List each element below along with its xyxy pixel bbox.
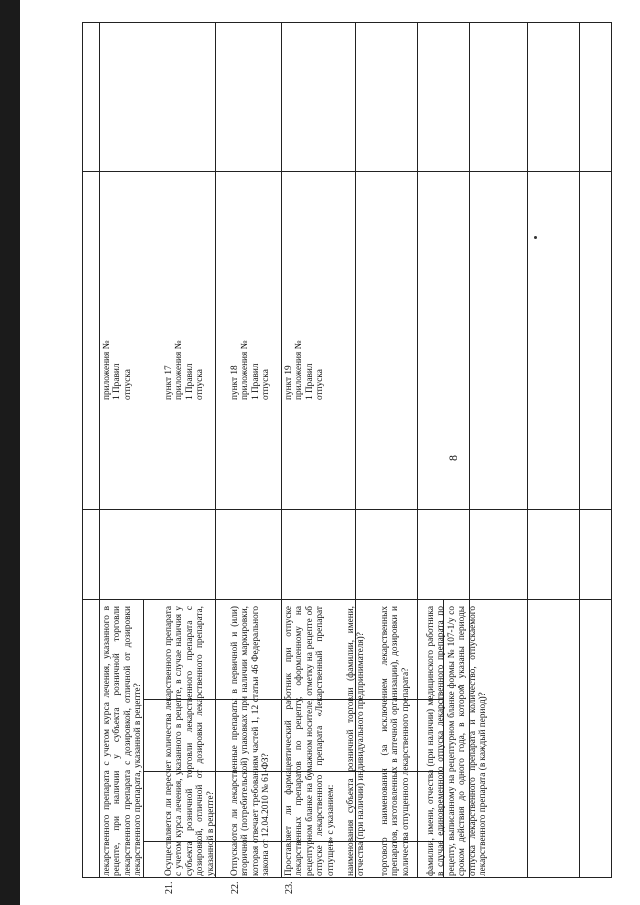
continuation-basis: приложения № 1 Правил отпуска (102, 340, 133, 400)
page-number: 8 (446, 455, 460, 461)
row-21-basis: пункт 17 приложения № 1 Правил отпуска (164, 340, 206, 400)
row-22-question: Отпускаются ли лекарственные препараты в первичной и (или) вторичной (потребительской) упаковках при наличии маркировки, которая отвечает требованиям частей 1, 12 статьи 46 Федерального закона от 12.04.2010 № 61-ФЗ? (230, 606, 272, 876)
row-21-question: Осуществляется ли пересчет количества лекарственного препарата с учетом курса лечения, указанного в рецепте, в случае наличия у субъекта розничной торговли лекарственного препарата с дозировкой, отличной от дозировки лекарственного препарата, указанной в рецепте? (164, 606, 216, 876)
row-23-subitem: торгового наименования (за исключением лекарственных препаратов, изготовленных в аптечной организации), дозировки и количества отпущенного лекарственного препарата? (380, 606, 411, 876)
continuation-question: лекарственного препарата с учетом курса лечения, указанного в рецепте, при наличии у субъекта розничной торговли лекарственного препарата с дозировкой, отличной от дозировки лекарственного препарата, указанной в рецепте? (102, 606, 144, 876)
row-21-number: 21. (164, 881, 175, 894)
row-23-subitem: фамилии, имени, отчества (при наличии) медицинского работника в случае единовременного отпуска лекарственного препарата по рецепту, выписанному на рецептурном бланке формы № 107-1/у со сроком действия до одного года, в котором указаны периоды отпуска лекарственного препарата и количество, отпускаемого лекарственного препарата (в каждый период)? (426, 606, 489, 876)
row-23-question: Проставляет ли фармацевтический работник при отпуске лекарственных препаратов по рецепту, оформленному на рецептурном бланке на бумажном носителе, отметку на рецепте об отпуске лекарственного препарата «Лекарственный препарат отпущен» с указанием: (284, 606, 336, 876)
scan-edge (0, 0, 20, 905)
rotated-text-layer (82, 22, 612, 894)
row-22-number: 22. (230, 881, 241, 894)
row-23-basis: пункт 19 приложения № 1 Правил отпуска (284, 340, 326, 400)
row-23-number: 23. (284, 881, 295, 894)
row-23-subitem: наименования субъекта розничной торговли (фамилии, имени, отчества (при наличии) индивидуального предпринимателя)? (346, 606, 367, 876)
row-22-basis: пункт 18 приложения № 1 Правил отпуска (230, 340, 272, 400)
